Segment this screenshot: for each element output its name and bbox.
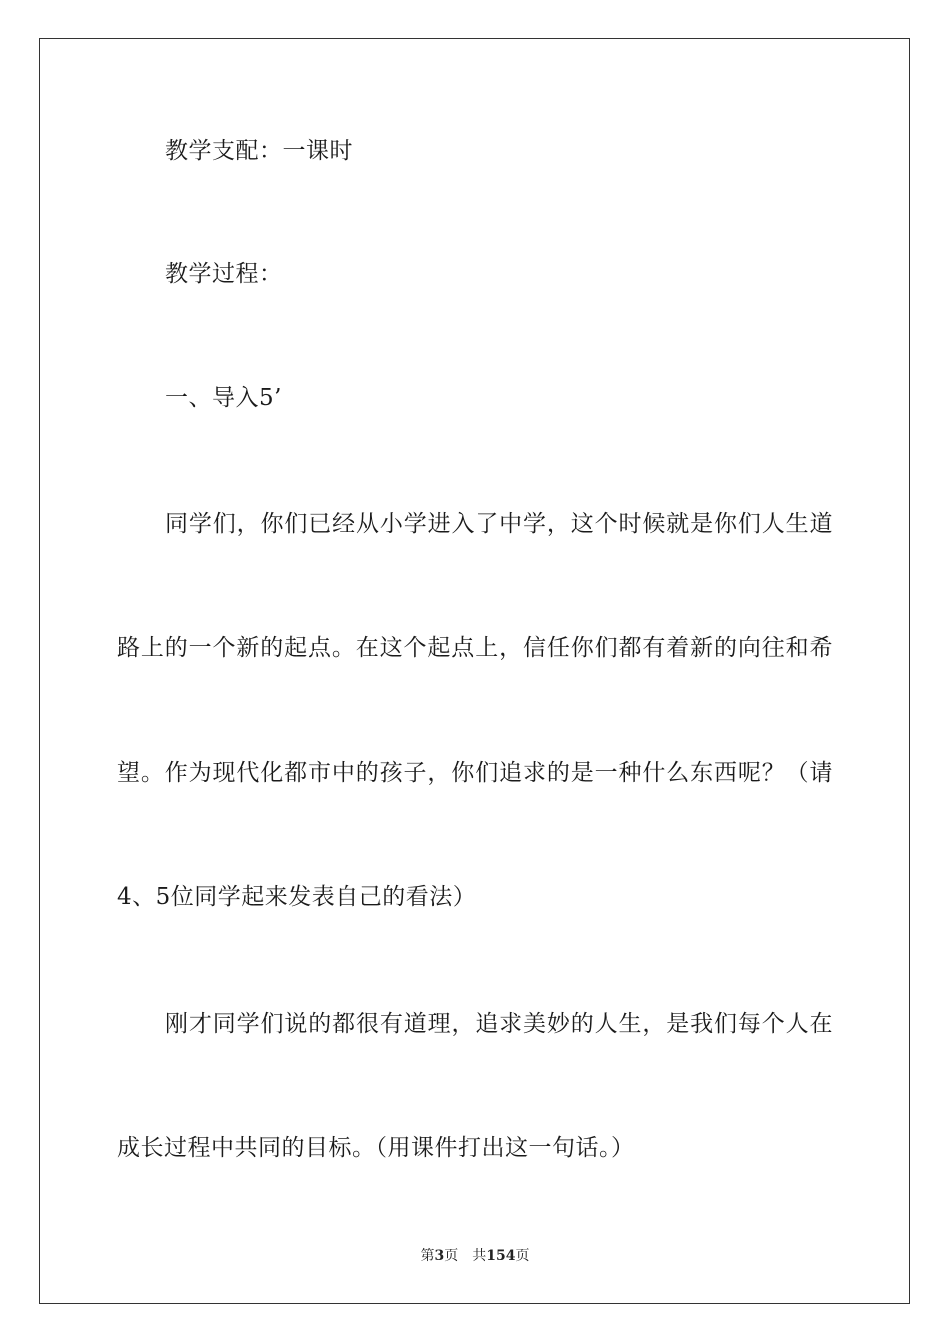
text-line-schedule: 教学支配：一课时 (165, 138, 353, 164)
footer-page-prefix: 第 (420, 1248, 435, 1264)
paragraph-line: 望。作为现代化都市中的孩子，你们追求的是一种什么东西呢？（请 (117, 760, 833, 786)
page-footer (0, 1247, 950, 1265)
footer-page-suffix: 页 (444, 1248, 459, 1264)
paragraph-line: 刚才同学们说的都很有道理，追求美妙的人生，是我们每个人在 (165, 1011, 833, 1037)
paragraph-line: 成长过程中共同的目标。（用课件打出这一句话。） (117, 1135, 635, 1161)
page-border (39, 38, 910, 1304)
paragraph-line: 同学们，你们已经从小学进入了中学，这个时候就是你们人生道 (165, 511, 833, 537)
footer-page-number: 3 (434, 1248, 445, 1264)
text-line-section-intro: 一、导入5’ (165, 385, 282, 411)
footer-total-prefix: 共 (472, 1248, 487, 1264)
paragraph-line: 路上的一个新的起点。在这个起点上，信任你们都有着新的向往和希 (117, 635, 833, 661)
paragraph-line: 4、5位同学起来发表自己的看法） (117, 884, 477, 910)
text-line-process-heading: 教学过程： (165, 261, 283, 287)
footer-total-pages: 154 (486, 1248, 516, 1264)
footer-total-suffix: 页 (515, 1248, 530, 1264)
